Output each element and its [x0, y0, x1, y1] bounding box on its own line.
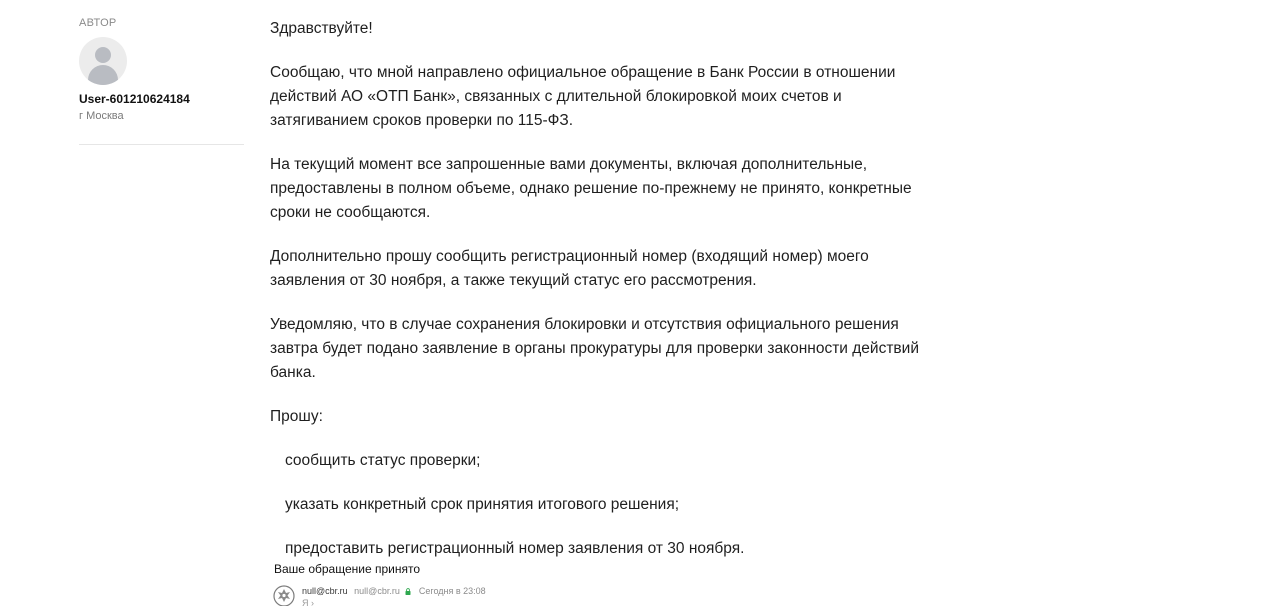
greeting: Здравствуйте!	[270, 20, 373, 37]
request-item: указать конкретный срок принятия итогового решения;	[285, 496, 680, 513]
message-paragraph: Сообщаю, что мной направлено официальное обращение в Банк России в отношении действий АО «ОТП Банк», связанных с длительной блокировкой моих счетов и затягиванием сроков проверки по 115-ФЗ.	[270, 64, 896, 129]
recipient-toggle[interactable]: Я ›	[302, 598, 314, 606]
email-meta-row	[302, 585, 486, 597]
sender-address: null@cbr.ru	[354, 586, 400, 596]
message-paragraph: На текущий момент все запрошенные вами документы, включая дополнительные, предоставлены в полном объеме, однако решение по-прежнему не принято, конкретные сроки не сообщаются.	[270, 156, 912, 221]
sender-name[interactable]: null@cbr.ru	[302, 586, 348, 596]
author-name[interactable]: User-601210624184	[79, 92, 190, 106]
message-body	[270, 17, 930, 581]
author-city: г Москва	[79, 110, 124, 122]
lock-icon	[405, 588, 411, 595]
avatar[interactable]	[79, 37, 127, 85]
message-paragraph: Уведомляю, что в случае сохранения блокировки и отсутствия официального решения завтра будет подано заявление в органы прокуратуры для проверки законности действий банка.	[270, 316, 919, 381]
request-item: сообщить статус проверки;	[285, 452, 481, 469]
request-item: предоставить регистрационный номер заявления от 30 ноября.	[285, 540, 745, 557]
request-intro: Прошу:	[270, 408, 323, 425]
email-subject: Ваше обращение принято	[274, 562, 420, 576]
author-card	[79, 16, 244, 145]
email-meta-text	[302, 585, 486, 606]
email-meta	[273, 585, 486, 606]
avatar-placeholder-icon	[95, 47, 111, 63]
message-paragraph: Дополнительно прошу сообщить регистрационный номер (входящий номер) моего заявления от 30 ноября, а также текущий статус его рассмотрения.	[270, 248, 869, 289]
bank-emblem-icon	[273, 585, 295, 606]
avatar-body-shape	[88, 65, 118, 85]
author-heading: АВТОР	[79, 17, 117, 29]
email-time: Сегодня в 23:08	[418, 586, 486, 596]
